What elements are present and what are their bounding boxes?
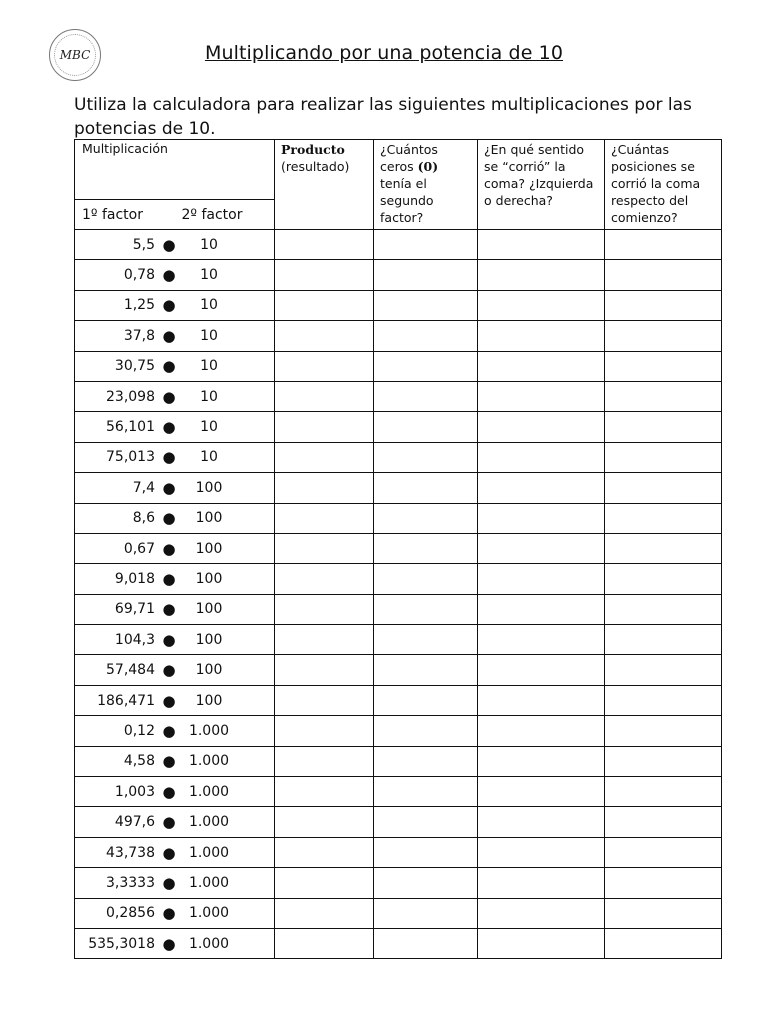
positions-answer-cell[interactable] — [605, 655, 722, 685]
direction-answer-cell[interactable] — [478, 594, 605, 624]
second-factor: 100 — [195, 631, 223, 648]
instructions-text: Utiliza la calculadora para realizar las siguientes multiplicaciones por las potencias de 10. — [74, 95, 692, 139]
multiply-dot-icon: ● — [162, 813, 176, 832]
table-row — [75, 746, 722, 776]
direction-answer-cell[interactable] — [478, 746, 605, 776]
direction-answer-cell[interactable] — [478, 533, 605, 563]
product-answer-cell[interactable] — [275, 321, 374, 351]
factors-cell — [75, 260, 275, 290]
zeros-answer-cell[interactable] — [374, 260, 478, 290]
table-row — [75, 230, 722, 260]
multiply-dot-icon: ● — [162, 235, 176, 254]
factors-cell — [75, 442, 275, 472]
multiply-dot-icon: ● — [162, 782, 176, 801]
direction-answer-cell[interactable] — [478, 837, 605, 867]
direction-answer-cell[interactable] — [478, 412, 605, 442]
product-answer-cell[interactable] — [275, 655, 374, 685]
table-row — [75, 625, 722, 655]
multiply-dot-icon: ● — [162, 326, 176, 345]
table-row — [75, 564, 722, 594]
first-factor: 30,75 — [114, 358, 155, 375]
second-factor: 10 — [200, 236, 218, 253]
zeros-answer-cell[interactable] — [374, 837, 478, 867]
product-answer-cell[interactable] — [275, 868, 374, 898]
product-answer-cell[interactable] — [275, 381, 374, 411]
first-factor: 37,8 — [123, 327, 155, 344]
product-answer-cell[interactable] — [275, 837, 374, 867]
second-factor: 1.000 — [188, 814, 230, 831]
header-factor1: 1º factor — [75, 200, 175, 230]
product-answer-cell[interactable] — [275, 807, 374, 837]
product-answer-cell[interactable] — [275, 290, 374, 320]
table-row — [75, 381, 722, 411]
multiply-dot-icon: ● — [162, 357, 176, 376]
positions-answer-cell[interactable] — [605, 685, 722, 715]
direction-answer-cell[interactable] — [478, 381, 605, 411]
factors-cell — [75, 533, 275, 563]
first-factor: 8,6 — [132, 510, 155, 527]
factors-cell — [75, 777, 275, 807]
positions-answer-cell[interactable] — [605, 442, 722, 472]
product-answer-cell[interactable] — [275, 898, 374, 928]
first-factor: 75,013 — [106, 449, 155, 466]
zeros-answer-cell[interactable] — [374, 533, 478, 563]
direction-answer-cell[interactable] — [478, 473, 605, 503]
positions-answer-cell[interactable] — [605, 230, 722, 260]
second-factor: 100 — [195, 662, 223, 679]
first-factor: 5,5 — [132, 236, 155, 253]
table-row — [75, 685, 722, 715]
zeros-answer-cell[interactable] — [374, 807, 478, 837]
positions-answer-cell[interactable] — [605, 564, 722, 594]
zeros-answer-cell[interactable] — [374, 412, 478, 442]
table-row — [75, 868, 722, 898]
multiply-dot-icon: ● — [162, 934, 176, 953]
product-answer-cell[interactable] — [275, 230, 374, 260]
positions-answer-cell[interactable] — [605, 716, 722, 746]
direction-answer-cell[interactable] — [478, 230, 605, 260]
positions-answer-cell[interactable] — [605, 777, 722, 807]
table-row — [75, 321, 722, 351]
zeros-answer-cell[interactable] — [374, 655, 478, 685]
zeros-answer-cell[interactable] — [374, 594, 478, 624]
first-factor: 0,2856 — [106, 905, 155, 922]
second-factor: 100 — [195, 570, 223, 587]
table-row — [75, 777, 722, 807]
product-answer-cell[interactable] — [275, 928, 374, 958]
multiply-dot-icon: ● — [162, 387, 176, 406]
multiply-dot-icon: ● — [162, 569, 176, 588]
product-answer-cell[interactable] — [275, 746, 374, 776]
product-answer-cell[interactable] — [275, 716, 374, 746]
product-answer-cell[interactable] — [275, 503, 374, 533]
page-title: Multiplicando por una potencia de 10 — [204, 42, 564, 64]
direction-answer-cell[interactable] — [478, 716, 605, 746]
second-factor: 10 — [200, 358, 218, 375]
second-factor: 100 — [195, 540, 223, 557]
direction-answer-cell[interactable] — [478, 290, 605, 320]
product-answer-cell[interactable] — [275, 685, 374, 715]
direction-answer-cell[interactable] — [478, 655, 605, 685]
header-producto-title: Producto — [281, 142, 345, 157]
multiply-dot-icon: ● — [162, 843, 176, 862]
positions-answer-cell[interactable] — [605, 898, 722, 928]
multiply-dot-icon: ● — [162, 509, 176, 528]
positions-answer-cell[interactable] — [605, 807, 722, 837]
factors-cell — [75, 716, 275, 746]
factors-cell — [75, 564, 275, 594]
multiply-dot-icon: ● — [162, 266, 176, 285]
multiplication-table — [74, 139, 722, 959]
header-row-top — [75, 140, 722, 200]
second-factor: 10 — [200, 388, 218, 405]
positions-answer-cell[interactable] — [605, 503, 722, 533]
product-answer-cell[interactable] — [275, 351, 374, 381]
factors-cell — [75, 625, 275, 655]
positions-answer-cell[interactable] — [605, 837, 722, 867]
first-factor: 0,67 — [123, 540, 155, 557]
factors-cell — [75, 898, 275, 928]
first-factor: 56,101 — [106, 419, 155, 436]
second-factor: 10 — [200, 297, 218, 314]
first-factor: 57,484 — [106, 662, 155, 679]
multiply-dot-icon: ● — [162, 904, 176, 923]
positions-answer-cell[interactable] — [605, 533, 722, 563]
factors-cell — [75, 290, 275, 320]
zeros-answer-cell[interactable] — [374, 928, 478, 958]
second-factor: 10 — [200, 327, 218, 344]
header-sentido: ¿En qué sentido se “corrió” la coma? ¿Izquierda o derecha? — [478, 140, 605, 230]
direction-answer-cell[interactable] — [478, 351, 605, 381]
second-factor: 1.000 — [188, 935, 230, 952]
logo-monogram: MBC — [54, 34, 96, 76]
second-factor: 100 — [195, 601, 223, 618]
product-answer-cell[interactable] — [275, 777, 374, 807]
first-factor: 535,3018 — [88, 935, 155, 952]
zeros-answer-cell[interactable] — [374, 564, 478, 594]
positions-answer-cell[interactable] — [605, 381, 722, 411]
table-row — [75, 260, 722, 290]
table-row — [75, 351, 722, 381]
positions-answer-cell[interactable] — [605, 746, 722, 776]
positions-answer-cell[interactable] — [605, 321, 722, 351]
second-factor: 100 — [195, 479, 223, 496]
second-factor: 1.000 — [188, 844, 230, 861]
product-answer-cell[interactable] — [275, 260, 374, 290]
first-factor: 69,71 — [114, 601, 155, 618]
direction-answer-cell[interactable] — [478, 260, 605, 290]
direction-answer-cell[interactable] — [478, 868, 605, 898]
first-factor: 23,098 — [106, 388, 155, 405]
factors-cell — [75, 412, 275, 442]
multiply-dot-icon: ● — [162, 478, 176, 497]
header-factor2: 2º factor — [175, 200, 275, 230]
first-factor: 7,4 — [132, 479, 155, 496]
factors-cell — [75, 746, 275, 776]
direction-answer-cell[interactable] — [478, 321, 605, 351]
direction-answer-cell[interactable] — [478, 503, 605, 533]
product-answer-cell[interactable] — [275, 564, 374, 594]
first-factor: 3,3333 — [106, 874, 155, 891]
zeros-answer-cell[interactable] — [374, 290, 478, 320]
table-row — [75, 412, 722, 442]
multiply-dot-icon: ● — [162, 630, 176, 649]
first-factor: 0,78 — [123, 267, 155, 284]
multiply-dot-icon: ● — [162, 873, 176, 892]
multiply-dot-icon: ● — [162, 418, 176, 437]
factors-cell — [75, 837, 275, 867]
factors-cell — [75, 381, 275, 411]
header-multiplicacion: Multiplicación — [75, 140, 275, 200]
first-factor: 9,018 — [114, 570, 155, 587]
zeros-answer-cell[interactable] — [374, 716, 478, 746]
table-row — [75, 928, 722, 958]
product-answer-cell[interactable] — [275, 442, 374, 472]
direction-answer-cell[interactable] — [478, 685, 605, 715]
table-row — [75, 473, 722, 503]
zeros-answer-cell[interactable] — [374, 351, 478, 381]
multiply-dot-icon: ● — [162, 721, 176, 740]
first-factor: 1,25 — [123, 297, 155, 314]
table-row — [75, 807, 722, 837]
header-ceros-pre: ¿Cuántos ceros — [380, 142, 438, 174]
zeros-answer-cell[interactable] — [374, 625, 478, 655]
zeros-answer-cell[interactable] — [374, 321, 478, 351]
zeros-answer-cell[interactable] — [374, 230, 478, 260]
zeros-answer-cell[interactable] — [374, 777, 478, 807]
positions-answer-cell[interactable] — [605, 473, 722, 503]
factors-cell — [75, 503, 275, 533]
factors-cell — [75, 807, 275, 837]
factors-cell — [75, 685, 275, 715]
zeros-answer-cell[interactable] — [374, 746, 478, 776]
first-factor: 1,003 — [114, 783, 155, 800]
factors-cell — [75, 351, 275, 381]
multiply-dot-icon: ● — [162, 600, 176, 619]
product-answer-cell[interactable] — [275, 533, 374, 563]
second-factor: 1.000 — [188, 722, 230, 739]
second-factor: 1.000 — [188, 783, 230, 800]
multiply-dot-icon: ● — [162, 661, 176, 680]
zeros-answer-cell[interactable] — [374, 442, 478, 472]
positions-answer-cell[interactable] — [605, 412, 722, 442]
second-factor: 100 — [195, 510, 223, 527]
product-answer-cell[interactable] — [275, 473, 374, 503]
factors-cell — [75, 230, 275, 260]
direction-answer-cell[interactable] — [478, 777, 605, 807]
second-factor: 1.000 — [188, 874, 230, 891]
zeros-answer-cell[interactable] — [374, 473, 478, 503]
header-producto — [275, 140, 374, 230]
first-factor: 43,738 — [106, 844, 155, 861]
direction-answer-cell[interactable] — [478, 625, 605, 655]
zeros-answer-cell[interactable] — [374, 381, 478, 411]
second-factor: 10 — [200, 267, 218, 284]
first-factor: 4,58 — [123, 753, 155, 770]
positions-answer-cell[interactable] — [605, 625, 722, 655]
zeros-answer-cell[interactable] — [374, 868, 478, 898]
zeros-answer-cell[interactable] — [374, 685, 478, 715]
direction-answer-cell[interactable] — [478, 564, 605, 594]
header-producto-sub: (resultado) — [281, 159, 350, 174]
table-row — [75, 594, 722, 624]
factors-cell — [75, 868, 275, 898]
table-row — [75, 898, 722, 928]
table-row — [75, 503, 722, 533]
positions-answer-cell[interactable] — [605, 290, 722, 320]
positions-answer-cell[interactable] — [605, 260, 722, 290]
header-posiciones: ¿Cuántas posiciones se corrió la coma respecto del comienzo? — [605, 140, 722, 230]
second-factor: 10 — [200, 449, 218, 466]
first-factor: 186,471 — [97, 692, 155, 709]
second-factor: 1.000 — [188, 905, 230, 922]
multiply-dot-icon: ● — [162, 296, 176, 315]
header-ceros — [374, 140, 478, 230]
first-factor: 104,3 — [114, 631, 155, 648]
multiply-dot-icon: ● — [162, 539, 176, 558]
multiply-dot-icon: ● — [162, 691, 176, 710]
table-row — [75, 533, 722, 563]
first-factor: 497,6 — [114, 814, 155, 831]
factors-cell — [75, 594, 275, 624]
direction-answer-cell[interactable] — [478, 442, 605, 472]
second-factor: 10 — [200, 419, 218, 436]
table-row — [75, 837, 722, 867]
direction-answer-cell[interactable] — [478, 807, 605, 837]
factors-cell — [75, 928, 275, 958]
zeros-answer-cell[interactable] — [374, 503, 478, 533]
multiply-dot-icon: ● — [162, 752, 176, 771]
table-row — [75, 716, 722, 746]
table-row — [75, 442, 722, 472]
table-row — [75, 655, 722, 685]
direction-answer-cell[interactable] — [478, 898, 605, 928]
product-answer-cell[interactable] — [275, 594, 374, 624]
positions-answer-cell[interactable] — [605, 928, 722, 958]
header-ceros-post: tenía el segundo factor? — [380, 176, 434, 225]
header-ceros-zero: (0) — [417, 159, 439, 174]
factors-cell — [75, 321, 275, 351]
positions-answer-cell[interactable] — [605, 868, 722, 898]
table-row — [75, 290, 722, 320]
second-factor: 1.000 — [188, 753, 230, 770]
positions-answer-cell[interactable] — [605, 351, 722, 381]
positions-answer-cell[interactable] — [605, 594, 722, 624]
first-factor: 0,12 — [123, 722, 155, 739]
second-factor: 100 — [195, 692, 223, 709]
zeros-answer-cell[interactable] — [374, 898, 478, 928]
product-answer-cell[interactable] — [275, 625, 374, 655]
direction-answer-cell[interactable] — [478, 928, 605, 958]
multiply-dot-icon: ● — [162, 448, 176, 467]
factors-cell — [75, 473, 275, 503]
factors-cell — [75, 655, 275, 685]
product-answer-cell[interactable] — [275, 412, 374, 442]
